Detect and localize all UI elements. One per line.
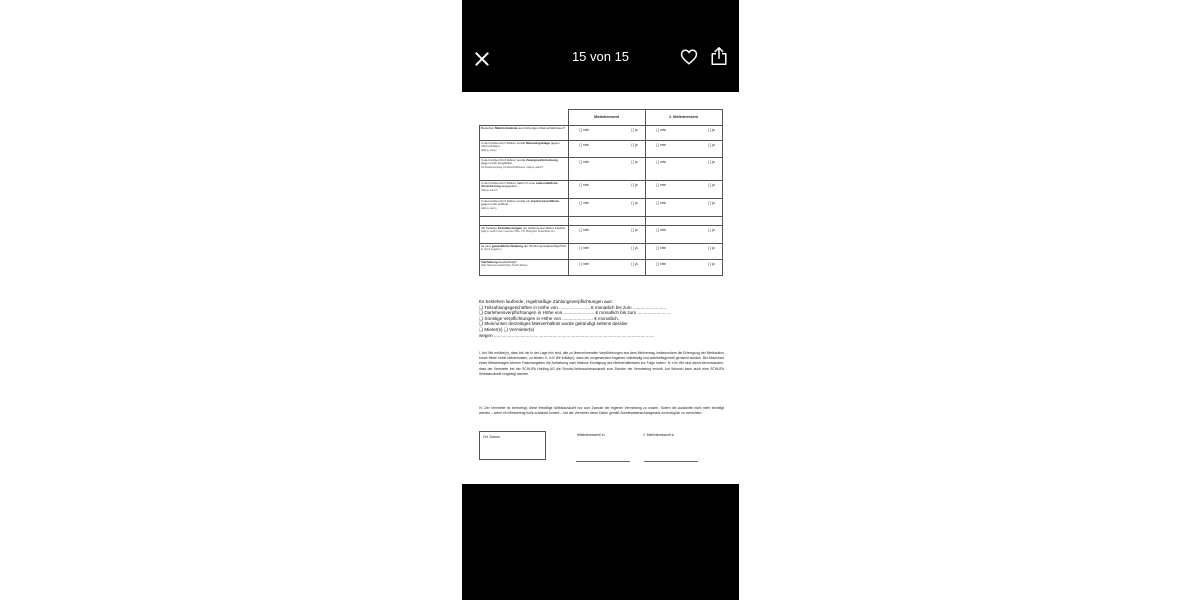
obligations-intro: Es bestehen laufende, regelmäßige Zahlungsverpflichtungen aus: [479, 299, 613, 304]
checkbox-yes[interactable]: [ ] ja [708, 200, 715, 205]
checkbox-yes[interactable]: [ ] ja [708, 142, 715, 147]
viewer-bottom-bar [462, 484, 739, 600]
data-protection-paragraph: IV. Der Vermieter ist berechtigt, diese freiwillige Selbstauskunft nur zum Zwecke der eigenen Vermietung zu nutzen. Sofern die Auskünfte nicht mehr benötigt werden – wenn ein Mietvertrag nicht zustande kommt – hat der Vermieter diese Daten gemäß Bundesdatenschutzgesetz unverzüglich zu vernichten. [479, 406, 724, 416]
checkbox-no[interactable]: [ ] nein [656, 159, 667, 164]
question-commercial-use: Ist eine gewerbliche Nutzung der Wohnung beabsichtigt?(falls ja, durch eingeben) [480, 244, 569, 260]
checkbox-no[interactable]: [ ] nein [579, 142, 590, 147]
checkbox-no[interactable]: [ ] nein [579, 227, 590, 232]
payment-obligations [479, 299, 719, 338]
obligation-termination: ❑ Mein/unser derzeitiges Mietverhältnis wurde gekündigt seitens des/der [479, 321, 628, 327]
checkbox-yes[interactable]: [ ] ja [631, 127, 638, 132]
checkbox-yes[interactable]: [ ] ja [708, 227, 715, 232]
obligation-termination-reason: wegen .............................................................................................................................. [479, 332, 655, 338]
question-pets: Tierhaltung beabsichtigt? (falls Haustiere beabsichtigt: Tierart/ Rasse) [480, 260, 569, 276]
photo-viewer [462, 0, 739, 600]
checkbox-no[interactable]: [ ] nein [579, 200, 590, 205]
checkbox-yes[interactable]: [ ] ja [708, 182, 715, 187]
checkbox-yes[interactable]: [ ] ja [631, 245, 638, 250]
obligation-termination-party: ❑ Mieter(s) ❑ Vermieter(s) [479, 326, 535, 332]
document-page[interactable] [462, 92, 739, 484]
obligation-installments: ❑ Teilzahlungsgeschäften in Höhe von ........................ € monatlich bis zum .......................... [479, 304, 667, 310]
checkbox-yes[interactable]: [ ] ja [631, 182, 638, 187]
obligation-other: ❑ Sonstige Verpflichtungen in Höhe von ........................ € monatlich. [479, 315, 619, 321]
signature-label-applicant: Mietinteressent/ in [577, 433, 605, 437]
checkbox-no[interactable]: [ ] nein [656, 182, 667, 187]
question-social-benefits: Ich beziehe Sozialleistungen zur Zahlung der Miete/ Kaution (falls ja, welche und in welcher Höhe, z.B. Wohngeld, Kostenhilfe etc.) [480, 226, 569, 244]
question-enforcement: In den letzten fünf Jahren wurde Zwangsvollstreckung gegen mich eingeleitet (ist Zusammenhang mit Mietverhältnissen, Falls ja, wann?) [480, 158, 569, 181]
share-icon[interactable] [710, 46, 728, 66]
signature-label-second-applicant: 2. Mietinteressent/ in [643, 433, 675, 437]
checkbox-yes[interactable]: [ ] ja [631, 159, 638, 164]
checkbox-no[interactable]: [ ] nein [579, 159, 590, 164]
checkbox-yes[interactable]: [ ] ja [631, 142, 638, 147]
checkbox-yes[interactable]: [ ] ja [708, 261, 715, 266]
heart-icon[interactable] [680, 48, 698, 66]
question-insolvency: In den letzten fünf Jahren wurde ein Insolvenzverfahren gegen mich eröffnet (falls ja, wann) [480, 199, 569, 217]
checkbox-no[interactable]: [ ] nein [656, 127, 667, 132]
header-empty-cell [480, 110, 569, 126]
header-second-applicant: 2. Mietinteressent [645, 110, 722, 126]
checkbox-no[interactable]: [ ] nein [656, 142, 667, 147]
checkbox-no[interactable]: [ ] nein [656, 200, 667, 205]
declaration-paragraph: I. Ich/ Wir erkläre(n), dass ich/ wir in der Lage bin/ sind, alle zu übernehmenden Verpflichtungen aus dem Mietvertrag, insbesondere die Erbringung der Mietkaution sowie Miete nebst Nebenkosten, zu leisten. II. Ich/ Wir erklär(n), dass die vorgenannten Angaben vollständig und wahrheitsgemäß gemacht wurden. Bei Abschluss eines Mietvertrages können Falschangaben die Aufhebung oder fristlose Kündigung des Mietverhältnisses zur Folge haben. III. Ich/ Wir sind damit einverstanden, dass der Vermieter bei der SCHUFA Holding AG die Schufa-Verbraucherauskunft zum Zwecke der Vermietung einholt. Auf Wunsch kann auch eine SCHUFA Selbstauskunft vorgelegt werden. [479, 351, 724, 376]
checkbox-yes[interactable]: [ ] ja [631, 227, 638, 232]
checkbox-no[interactable]: [ ] nein [656, 245, 667, 250]
checkbox-yes[interactable]: [ ] ja [708, 159, 715, 164]
header-applicant: Mietinteressent [568, 110, 645, 126]
checkbox-no[interactable]: [ ] nein [579, 245, 590, 250]
signature-line-second-applicant [644, 461, 698, 462]
signature-line-applicant [576, 461, 630, 462]
checkbox-no[interactable]: [ ] nein [579, 182, 590, 187]
checkbox-no[interactable]: [ ] nein [656, 261, 667, 266]
question-rent-arrears: Bestehen Mietrückstände aus bisherigen Mietverhältnissen? [480, 126, 569, 141]
obligation-loans: ❑ Darlehensverpflichtungen in Höhe von ........................ € monatlich bis zum .......................... [479, 310, 671, 316]
checkbox-no[interactable]: [ ] nein [579, 127, 590, 132]
questionnaire-table [479, 109, 723, 276]
place-date-box [479, 431, 546, 460]
checkbox-no[interactable]: [ ] nein [656, 227, 667, 232]
checkbox-yes[interactable]: [ ] ja [708, 245, 715, 250]
checkbox-no[interactable]: [ ] nein [579, 261, 590, 266]
spacer-row [480, 217, 569, 226]
image-counter: 15 von 15 [571, 49, 630, 64]
place-date-label: Ort, Datum [483, 435, 500, 439]
question-affidavit: In den letzten fünf Jahren habe ich eine eidesstattliche Versicherung abgegeben (falls ja, wann?) [480, 181, 569, 199]
checkbox-yes[interactable]: [ ] ja [631, 200, 638, 205]
checkbox-yes[interactable]: [ ] ja [708, 127, 715, 132]
checkbox-yes[interactable]: [ ] ja [631, 261, 638, 266]
viewer-top-bar [462, 0, 739, 92]
question-eviction: In den letzten fünf Jahren wurde Räumungsklage gegen mich erhoben (falls ja, wann) [480, 141, 569, 158]
